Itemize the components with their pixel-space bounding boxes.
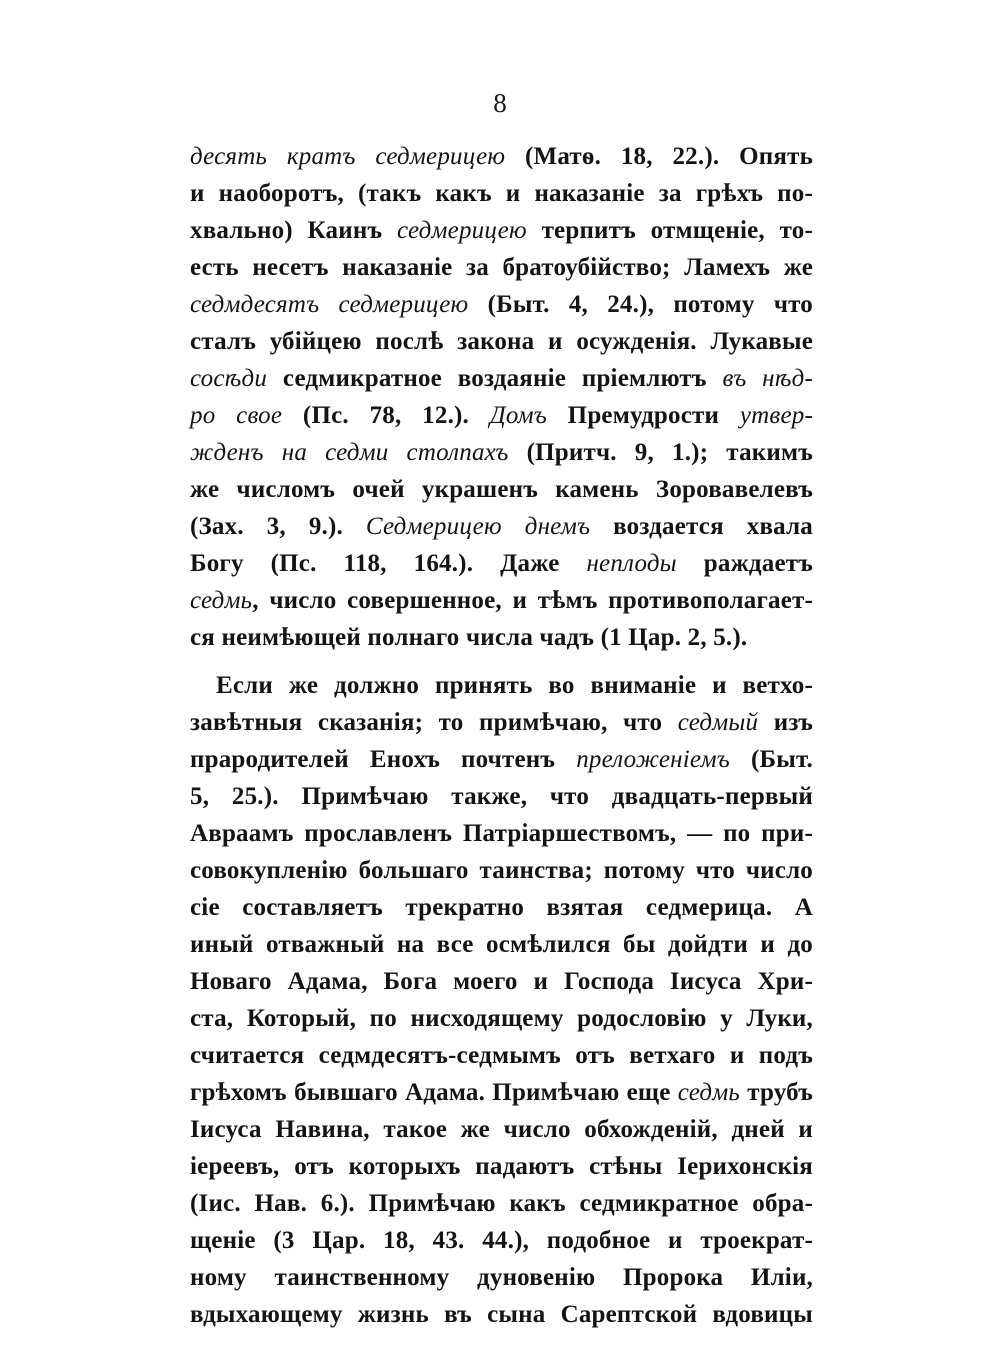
roman-text: ному таинственному дуновенію Пророка Иліи, (190, 1264, 813, 1291)
text-line (190, 286, 813, 323)
roman-text: Богу (Пс. 118, 164.). Даже (190, 550, 587, 577)
italic-text: Домъ (489, 402, 547, 429)
roman-text: Новаго Адама, Бога моего и Господа Іисуса Хри- (190, 968, 813, 995)
text-line (190, 582, 813, 619)
roman-text: трубъ (739, 1079, 814, 1106)
text-line (190, 360, 813, 397)
text-line (190, 212, 813, 249)
italic-text: неплоды (586, 550, 677, 577)
roman-text: Іисуса Навина, такое же число обхожденій, дней и (190, 1116, 813, 1143)
roman-text: (Матѳ. 18, 22.). Опять (505, 143, 813, 170)
text-line (190, 815, 813, 852)
roman-text: (Іис. Нав. 6.). Примѣчаю какъ седмикратное обра- (190, 1190, 813, 1217)
roman-text: иный отважный на все осмѣлился бы дойдти и до (190, 931, 813, 958)
italic-text: седмдесятъ седмерицею (190, 291, 469, 318)
roman-text: грѣхомъ бывшаго Адама. Примѣчаю еще (190, 1079, 678, 1106)
text-line (190, 1148, 813, 1185)
roman-text: сталъ убійцею послѣ закона и осужденія. Лукавые (190, 328, 813, 355)
text-line (190, 434, 813, 471)
text-line (190, 619, 813, 656)
roman-text: вдыхающему жизнь въ сына Сарептской вдовицы (190, 1301, 813, 1328)
roman-text: , число совершенное, и тѣмъ противополагает- (252, 587, 813, 614)
paragraph-gap (190, 656, 813, 667)
body-text (190, 138, 813, 1333)
roman-text: есть несетъ наказаніе за братоубійство; Ламехъ же (190, 254, 813, 281)
roman-text: ста, Который, по нисходящему родословію у Луки, (190, 1005, 813, 1032)
paragraph (190, 138, 813, 656)
text-line (190, 1111, 813, 1148)
italic-text: въ нѣд- (722, 365, 813, 392)
italic-text: ро свое (190, 402, 283, 429)
roman-text: (Пс. 78, 12.). (282, 402, 490, 429)
roman-text: сіе составляетъ трекратно взятая седмерица. А (190, 894, 813, 921)
italic-text: седмь (190, 587, 253, 614)
text-line (190, 1296, 813, 1333)
roman-text: ся неимѣющей полнаго числа чадъ (1 Цар. 2, 5.). (190, 624, 748, 651)
roman-text: и наоборотъ, (такъ какъ и наказаніе за грѣхъ по- (190, 180, 813, 207)
roman-text: Авраамъ прославленъ Патріаршествомъ, — по при- (190, 820, 813, 847)
text-line (190, 1185, 813, 1222)
roman-text: Премудрости (546, 402, 740, 429)
text-line (190, 175, 813, 212)
paragraph (190, 667, 813, 1333)
text-line (190, 741, 813, 778)
roman-text: прародителей Енохъ почтенъ (190, 746, 577, 773)
text-line (190, 1037, 813, 1074)
roman-text: терпитъ отмщеніе, то- (526, 217, 813, 244)
roman-text: совокупленію большаго таинства; потому что число (190, 857, 813, 884)
text-line (190, 778, 813, 815)
text-line (190, 471, 813, 508)
roman-text: изъ (758, 709, 813, 736)
italic-text: сосѣди (190, 365, 268, 392)
text-line (190, 889, 813, 926)
roman-text: (Притч. 9, 1.); такимъ (508, 439, 813, 466)
roman-text: щеніе (3 Цар. 18, 43. 44.), подобное и троекрат- (190, 1227, 813, 1254)
roman-text: Если же должно принять во вниманіе и ветхо- (216, 672, 813, 699)
italic-text: седмый (677, 709, 759, 736)
italic-text: преложеніемъ (576, 746, 730, 773)
italic-text: седмь (677, 1079, 740, 1106)
roman-text: хвально) Каинъ (190, 217, 398, 244)
text-line (190, 323, 813, 360)
roman-text: воздается хвала (590, 513, 813, 540)
italic-text: жденъ на седми столпахъ (190, 439, 509, 466)
roman-text: іереевъ, отъ которыхъ падаютъ стѣны Іерихонскія (190, 1153, 813, 1180)
text-line (190, 397, 813, 434)
roman-text: (Быт. 4, 24.), потому что (468, 291, 813, 318)
page-number: 8 (493, 88, 507, 118)
text-line (190, 508, 813, 545)
roman-text: седмикратное воздаяніе пріемлютъ (267, 365, 723, 392)
italic-text: утвер- (739, 402, 813, 429)
text-line (190, 704, 813, 741)
roman-text: (Быт. (729, 746, 813, 773)
roman-text: же числомъ очей украшенъ камень Зоровавелевъ (190, 476, 813, 503)
roman-text: считается седмдесятъ-седмымъ отъ ветхаго и подъ (190, 1042, 813, 1069)
text-line (190, 1259, 813, 1296)
italic-text: десять кратъ седмерицею (190, 143, 506, 170)
text-line (190, 545, 813, 582)
italic-text: седмерицею (397, 217, 527, 244)
text-line (190, 1074, 813, 1111)
text-line (190, 963, 813, 1000)
text-line (190, 1222, 813, 1259)
text-line (190, 1000, 813, 1037)
roman-text: 5, 25.). Примѣчаю также, что двадцать-первый (190, 783, 813, 810)
roman-text: завѣтныя сказанія; то примѣчаю, что (190, 709, 678, 736)
roman-text: (Зах. 3, 9.). (190, 513, 366, 540)
text-line (190, 926, 813, 963)
roman-text: раждаетъ (676, 550, 813, 577)
italic-text: Седмерицею днемъ (365, 513, 591, 540)
text-line (190, 249, 813, 286)
text-line (190, 852, 813, 889)
text-line (190, 138, 813, 175)
text-line (190, 667, 813, 704)
